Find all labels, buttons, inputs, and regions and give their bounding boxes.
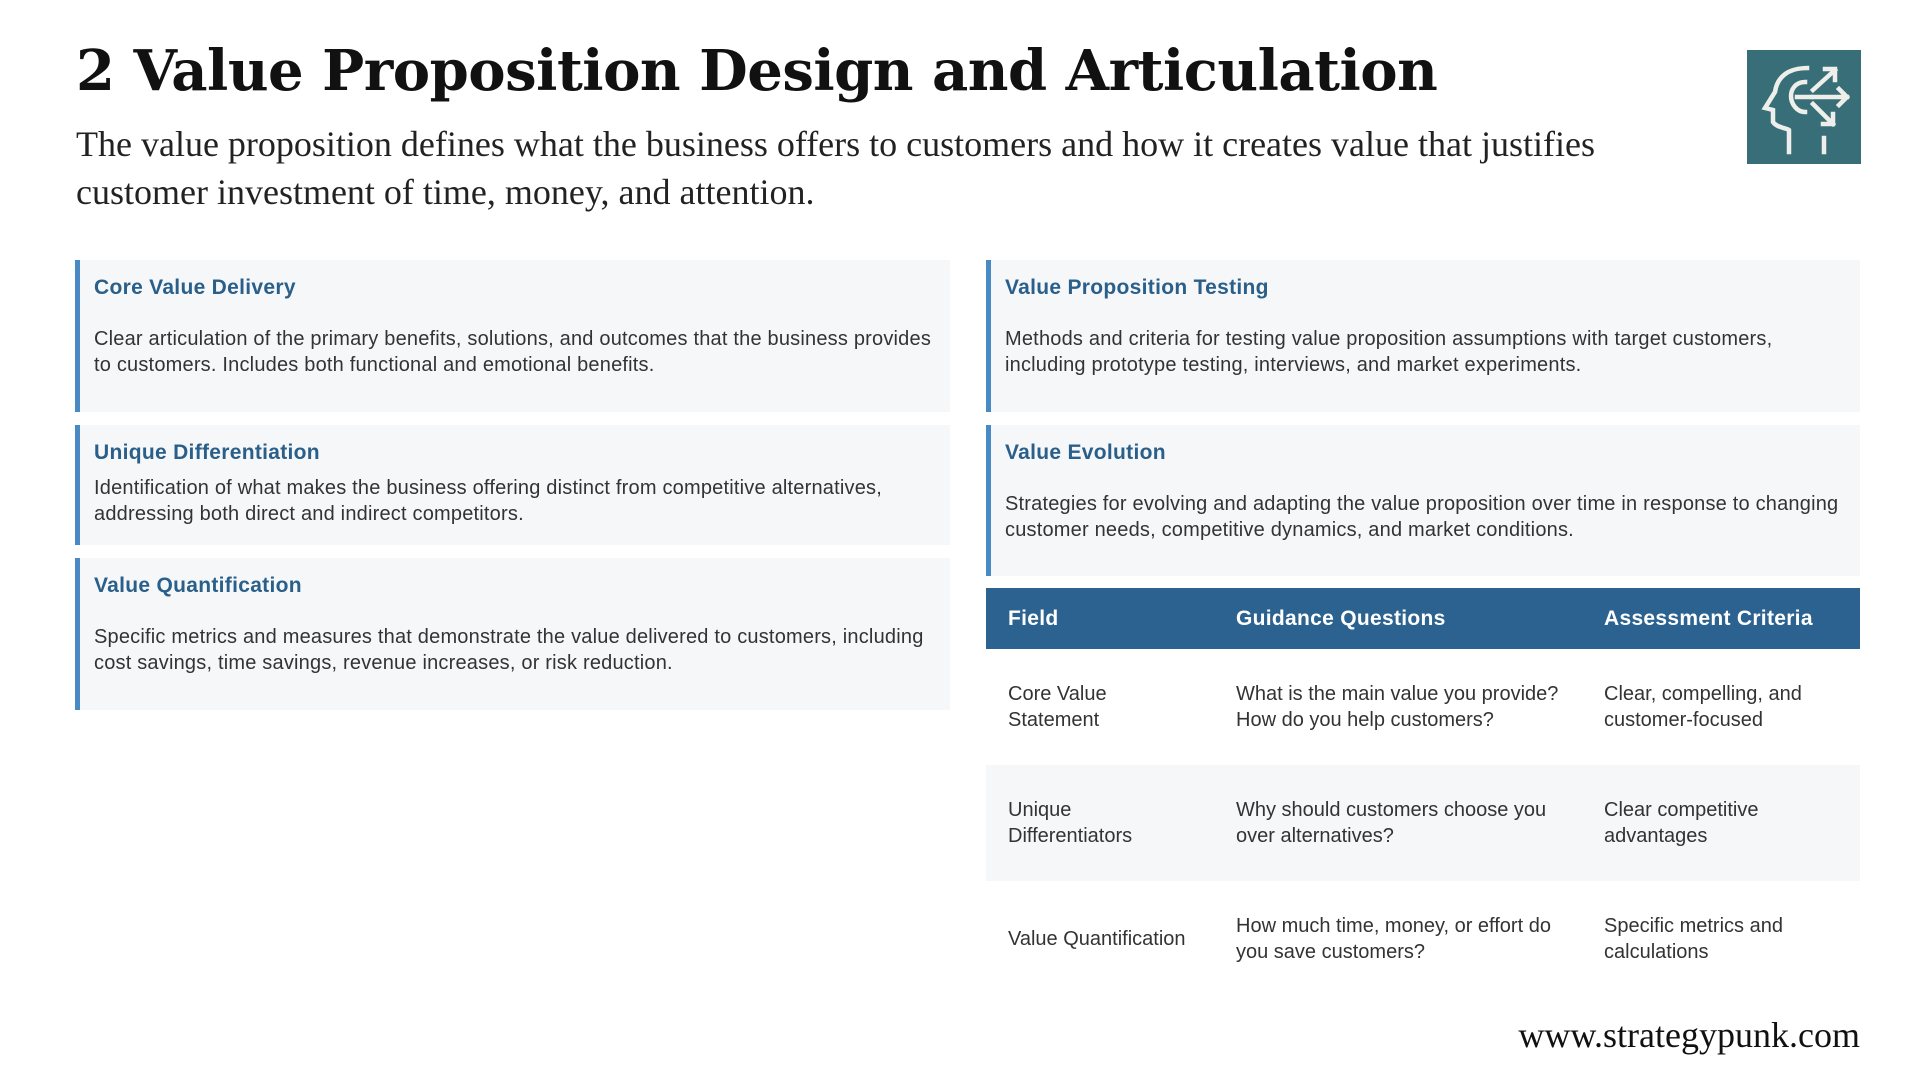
page-title: 2 Value Proposition Design and Articulation (76, 38, 1438, 104)
card-title: Value Proposition Testing (1005, 276, 1269, 299)
card-body: Clear articulation of the primary benefits, solutions, and outcomes that the business provides to customers. Includes both functional and emotional benefits. (94, 328, 932, 376)
card-title: Core Value Delivery (94, 276, 296, 299)
card-unique-differentiation (75, 425, 950, 545)
head-arrows-icon (1747, 50, 1861, 164)
page-subtitle: The value proposition defines what the business offers to customers and how it creates value that justifies customer investment of time, money, and attention. (76, 124, 1595, 212)
card-body: Strategies for evolving and adapting the value proposition over time in response to changing customer needs, competitive dynamics, and market conditions. (1005, 493, 1839, 541)
table-cell: Clear competitive advantages (1582, 765, 1860, 881)
card-body: Methods and criteria for testing value proposition assumptions with target customers, including prototype testing, interviews, and market experiments. (1005, 328, 1773, 376)
card-title: Unique Differentiation (94, 441, 320, 464)
card-value-quantification (75, 558, 950, 710)
table-row (986, 765, 1860, 881)
column-header: Assessment Criteria (1582, 588, 1860, 649)
card-title: Value Quantification (94, 574, 302, 597)
table-cell: Core Value Statement (1008, 683, 1107, 731)
table-cell: Value Quantification (1008, 928, 1186, 950)
table-row (986, 649, 1860, 765)
card-body: Identification of what makes the business offering distinct from competitive alternatives, addressing both direct and indirect competitors. (94, 477, 883, 525)
card-value-proposition-testing (986, 260, 1860, 412)
column-header: Field (986, 588, 1214, 649)
card-core-value-delivery (75, 260, 950, 412)
table-header-row (986, 588, 1860, 649)
table-cell: What is the main value you provide? How do you help customers? (1236, 683, 1559, 731)
table-cell: How much time, money, or effort do you save customers? (1236, 915, 1551, 963)
table-row (986, 881, 1860, 997)
table-cell: Clear, compelling, and customer-focused (1604, 683, 1802, 731)
table-cell: Specific metrics and calculations (1604, 915, 1783, 963)
column-header: Guidance Questions (1214, 588, 1582, 649)
guidance-table (986, 588, 1860, 997)
footer-url: www.strategypunk.com (1518, 1015, 1860, 1055)
card-title: Value Evolution (1005, 441, 1166, 464)
card-body: Specific metrics and measures that demonstrate the value delivered to customers, including cost savings, time savings, revenue increases, or risk reduction. (94, 626, 924, 674)
table-cell: Unique Differentiators (986, 765, 1214, 881)
card-value-evolution (986, 425, 1860, 576)
table-cell: Why should customers choose you over alternatives? (1214, 765, 1582, 881)
